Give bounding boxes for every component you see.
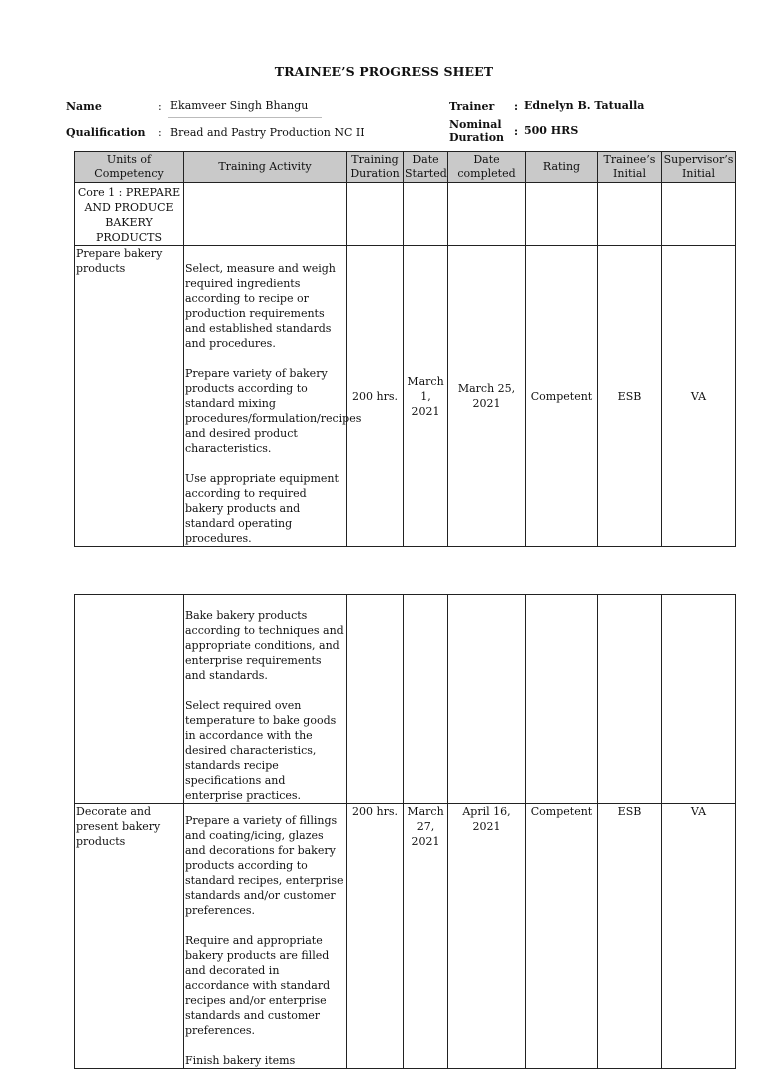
rating-cell: Competent xyxy=(526,804,598,1069)
table-row xyxy=(75,246,736,547)
trainer-value: Ednelyn B. Tatualla xyxy=(524,99,645,112)
activity-text: Require and appropriate bakery products are filled and decorated in accordance with standard recipes and/or enterprise standards and customer preferences. xyxy=(185,934,331,1037)
header-started: Date Started xyxy=(404,152,448,183)
activity-text: Prepare a variety of fillings and coating/icing, glazes and decorations for bakery products according to standard recipes, enterprise standards and/or customer preferences. xyxy=(185,814,344,917)
trainee-initial-cell: ESB xyxy=(598,804,662,1069)
trainee-initial-cell: ESB xyxy=(598,246,662,547)
activity-cell xyxy=(184,246,362,547)
trainer-label: Trainer xyxy=(449,100,495,113)
unit-cell: Prepare bakery products xyxy=(75,246,184,547)
table-row xyxy=(75,595,736,804)
table-header-row xyxy=(75,152,736,183)
header-trainee: Trainee’s Initial xyxy=(598,152,662,183)
name-value: Ekamveer Singh Bhangu xyxy=(170,99,309,112)
header-activity: Training Activity xyxy=(184,152,347,183)
activity-text: Select, measure and weigh required ingredients according to recipe or production requirements and established standards and procedures. xyxy=(185,262,336,350)
qualification-label: Qualification xyxy=(66,126,146,139)
header-completed: Date completed xyxy=(448,152,526,183)
name-label: Name xyxy=(66,100,102,113)
name-colon: : xyxy=(158,100,162,113)
header-supervisor: Supervisor’s Initial xyxy=(662,152,736,183)
nominal-value: 500 HRS xyxy=(524,124,579,137)
started-cell: March 1, 2021 xyxy=(404,246,448,547)
nominal-colon: : xyxy=(514,125,519,138)
supervisor-initial-cell: VA xyxy=(662,804,736,1069)
core-row xyxy=(75,183,736,246)
trainee-info xyxy=(0,0,768,150)
nominal-label-1: Nominal xyxy=(449,118,502,131)
activity-text: Prepare variety of bakery products according to standard mixing procedures/formulation/recipes and desired product characteristics. xyxy=(185,367,362,455)
qualification-colon: : xyxy=(158,126,162,139)
started-cell: March 27, 2021 xyxy=(404,804,448,1069)
nominal-label-2: Duration xyxy=(449,131,505,144)
progress-table-page2 xyxy=(74,594,736,1069)
unit-cell: Decorate and present bakery products xyxy=(75,804,184,1069)
activity-text: Select required oven temperature to bake goods in accordance with the desired characteristics, standards recipe specifications and enterprise practices. xyxy=(185,699,337,802)
supervisor-initial-cell: VA xyxy=(662,246,736,547)
activity-text: Bake bakery products according to techniques and appropriate conditions, and enterprise requirements and standards. xyxy=(185,609,344,682)
core-title: Core 1 : PREPARE AND PRODUCE BAKERY PRODUCTS xyxy=(75,183,184,246)
trainer-colon: : xyxy=(514,100,519,113)
activity-cell xyxy=(184,595,347,804)
rating-cell: Competent xyxy=(526,246,598,547)
header-rating: Rating xyxy=(526,152,598,183)
activity-text: Use appropriate equipment according to required bakery products and standard operating procedures. xyxy=(185,472,339,545)
name-underline xyxy=(168,117,322,118)
header-duration: Training Duration xyxy=(347,152,404,183)
page-title: TRAINEE’S PROGRESS SHEET xyxy=(274,64,494,79)
duration-cell: 200 hrs. xyxy=(347,804,404,1069)
activity-text: Finish bakery items xyxy=(185,1054,296,1067)
activity-cell xyxy=(184,804,347,1069)
header-units: Units of Competency xyxy=(75,152,184,183)
qualification-value: Bread and Pastry Production NC II xyxy=(170,126,365,139)
completed-cell: April 16, 2021 xyxy=(448,804,526,1069)
progress-table-page1 xyxy=(74,151,736,547)
completed-cell: March 25, 2021 xyxy=(448,246,526,547)
duration-cell: 200 hrs. xyxy=(347,246,404,547)
table-row xyxy=(75,804,736,1069)
